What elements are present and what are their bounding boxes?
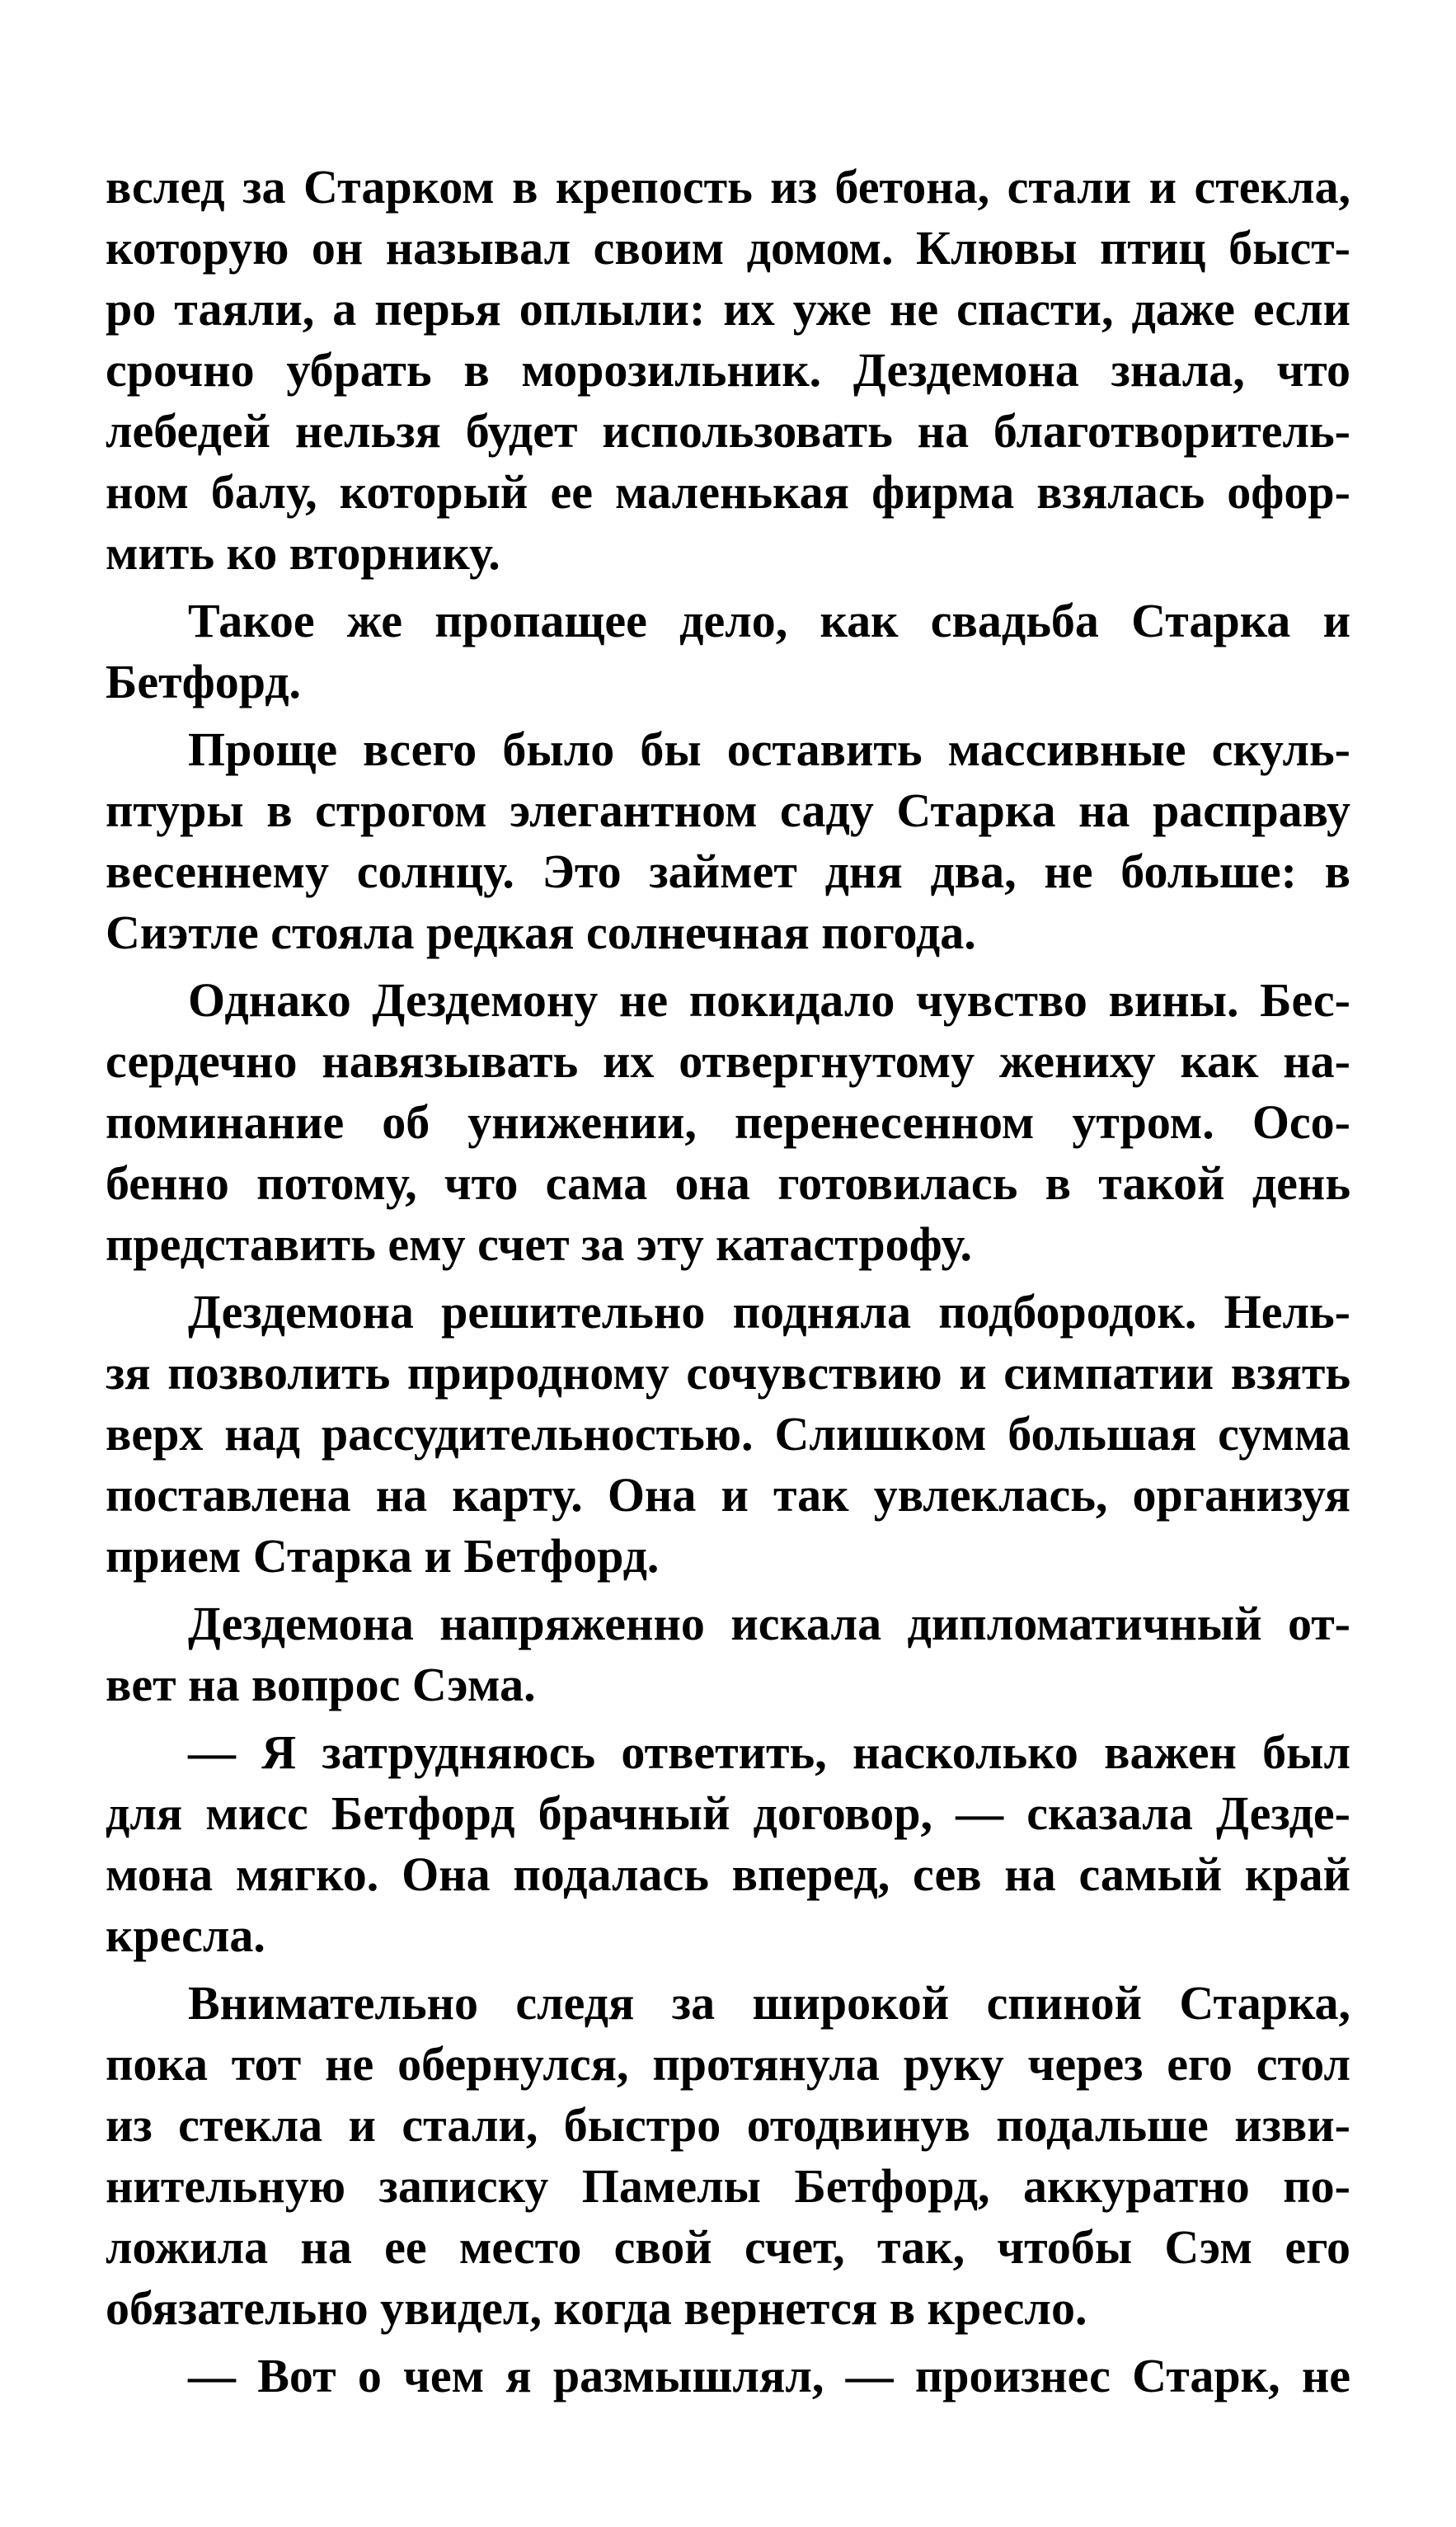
text-line: нительную записку Памелы Бетфорд, аккуратно по- xyxy=(106,2159,1350,2213)
text-line: верх над рассудительностью. Слишком большая сумма xyxy=(106,1407,1350,1461)
paragraph-2 xyxy=(106,591,1350,713)
text-line: Внимательно следя за широкой спиной Старка, xyxy=(188,1976,1350,2030)
paragraph-9 xyxy=(106,2346,1350,2407)
text-line: пока тот не обернулся, протянула руку через его стол xyxy=(106,2037,1350,2091)
text-line: зя позволить природному сочувствию и симпатии взять xyxy=(106,1346,1350,1400)
text-line: вслед за Старком в крепость из бетона, стали и стекла, xyxy=(106,160,1350,214)
paragraph-8 xyxy=(106,1973,1350,2339)
text-line: для мисс Бетфорд брачный договор, — сказала Дезде- xyxy=(106,1786,1350,1840)
paragraph-3 xyxy=(106,719,1350,963)
text-line: ложила на ее место свой счет, так, чтобы Сэм его xyxy=(106,2220,1350,2274)
text-line: ро таяли, а перья оплыли: их уже не спасти, даже если xyxy=(106,282,1350,336)
book-page xyxy=(106,157,1350,2433)
text-line: представить ему счет за эту катастрофу. xyxy=(106,1217,973,1271)
text-line: птуры в строгом элегантном саду Старка на расправу xyxy=(106,784,1350,837)
paragraph-6 xyxy=(106,1593,1350,1715)
text-line: Проще всего было бы оставить массивные скуль- xyxy=(188,722,1350,776)
text-line: прием Старка и Бетфорд. xyxy=(106,1529,660,1583)
text-line: обязательно увидел, когда вернется в кресло. xyxy=(106,2281,1087,2335)
text-line: Сиэтле стояла редкая солнечная погода. xyxy=(106,906,976,959)
text-line: Дездемона напряженно искала дипломатичный от- xyxy=(188,1597,1350,1650)
text-line: весеннему солнцу. Это займет дня два, не больше: в xyxy=(106,845,1350,898)
text-line: сердечно навязывать их отвергнутому жениху как на- xyxy=(106,1034,1350,1088)
paragraph-7 xyxy=(106,1722,1350,1966)
text-line: — Я затрудняюсь ответить, насколько важен был xyxy=(188,1725,1350,1779)
text-line: кресла. xyxy=(106,1908,265,1962)
text-line: вет на вопрос Сэма. xyxy=(106,1658,536,1711)
text-line: Бетфорд. xyxy=(106,655,302,708)
text-line: мить ко вторнику. xyxy=(106,526,500,580)
paragraph-5 xyxy=(106,1282,1350,1587)
text-line: — Вот о чем я размышлял, — произнес Старк, не xyxy=(188,2349,1350,2402)
text-line: Однако Дездемону не покидало чувство вины. Бес- xyxy=(188,973,1350,1027)
text-line: которую он называл своим домом. Клювы птиц быст- xyxy=(106,221,1350,275)
text-line: поминание об унижении, перенесенном утром. Осо- xyxy=(106,1095,1350,1149)
text-line: Такое же пропащее дело, как свадьба Старка и xyxy=(188,594,1350,647)
text-line: бенно потому, что сама она готовилась в такой день xyxy=(106,1156,1350,1210)
text-line: Дездемона решительно подняла подбородок. Нель- xyxy=(188,1285,1350,1339)
paragraph-1 xyxy=(106,157,1350,584)
text-line: ном балу, который ее маленькая фирма взялась офор- xyxy=(106,465,1350,519)
text-line: из стекла и стали, быстро отодвинув подальше изви- xyxy=(106,2098,1350,2152)
text-line: поставлена на карту. Она и так увлеклась, организуя xyxy=(106,1468,1350,1522)
text-line: срочно убрать в морозильник. Дездемона знала, что xyxy=(106,343,1350,397)
text-line: лебедей нельзя будет использовать на благотворитель- xyxy=(106,404,1350,458)
paragraph-4 xyxy=(106,970,1350,1275)
text-line: мона мягко. Она подалась вперед, сев на самый край xyxy=(106,1847,1350,1901)
